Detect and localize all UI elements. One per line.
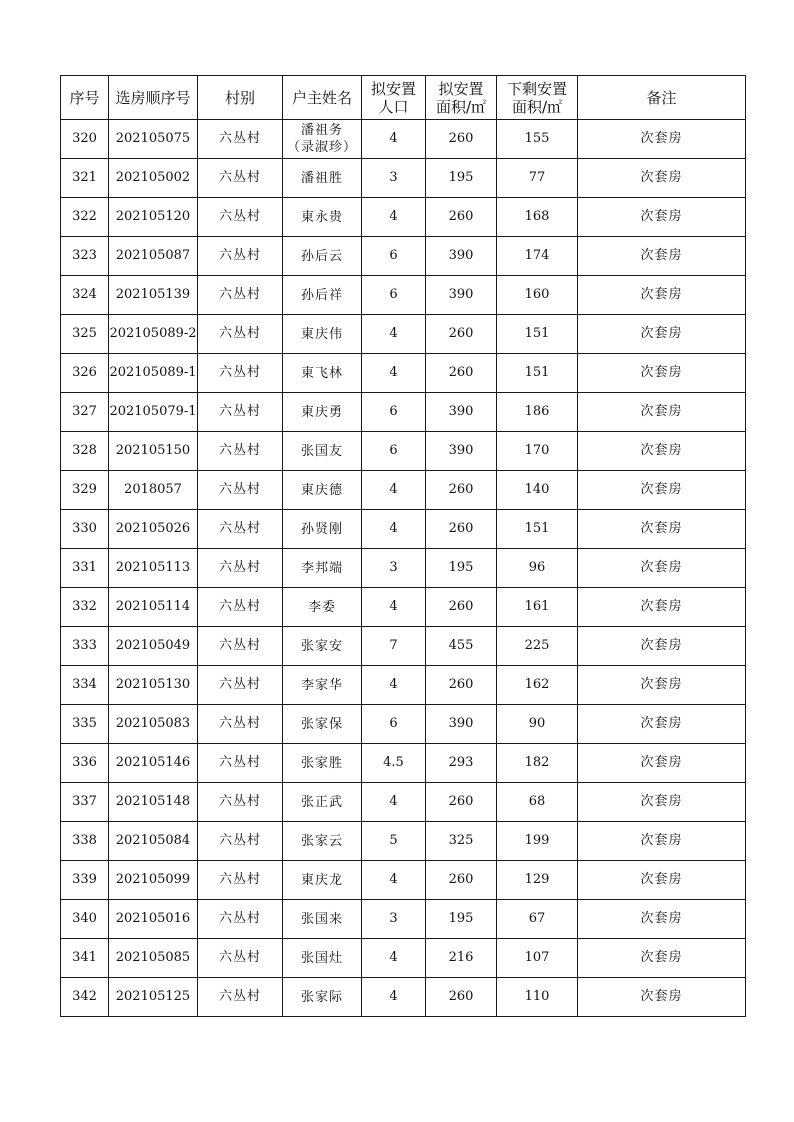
cell-note: 次套房: [578, 978, 746, 1017]
table-row: [61, 276, 746, 315]
cell-order: 202105079-1: [109, 393, 198, 432]
table-row: [61, 588, 746, 627]
cell-people: 4: [362, 510, 426, 549]
cell-people: 4: [362, 120, 426, 159]
table-row: [61, 315, 746, 354]
cell-people: 4.5: [362, 744, 426, 783]
cell-area: 195: [426, 549, 497, 588]
cell-people: 4: [362, 978, 426, 1017]
cell-note: 次套房: [578, 120, 746, 159]
cell-area: 293: [426, 744, 497, 783]
table-row: [61, 159, 746, 198]
cell-seq: 334: [61, 666, 109, 705]
table-row: [61, 198, 746, 237]
column-header-remain: 下剩安置 面积/㎡: [497, 76, 578, 120]
table-row: [61, 237, 746, 276]
cell-seq: 328: [61, 432, 109, 471]
table-row: [61, 978, 746, 1017]
cell-note: 次套房: [578, 588, 746, 627]
cell-seq: 337: [61, 783, 109, 822]
cell-order: 202105099: [109, 861, 198, 900]
cell-note: 次套房: [578, 627, 746, 666]
cell-village: 六丛村: [198, 744, 283, 783]
cell-order: 202105148: [109, 783, 198, 822]
cell-note: 次套房: [578, 432, 746, 471]
table-row: [61, 900, 746, 939]
cell-order: 202105026: [109, 510, 198, 549]
cell-note: 次套房: [578, 354, 746, 393]
cell-seq: 338: [61, 822, 109, 861]
cell-note: 次套房: [578, 705, 746, 744]
cell-seq: 327: [61, 393, 109, 432]
cell-village: 六丛村: [198, 705, 283, 744]
table-row: [61, 432, 746, 471]
cell-order: 202105087: [109, 237, 198, 276]
cell-seq: 335: [61, 705, 109, 744]
table-row: [61, 705, 746, 744]
cell-note: 次套房: [578, 900, 746, 939]
cell-area: 260: [426, 666, 497, 705]
cell-remain: 110: [497, 978, 578, 1017]
header-row: [61, 76, 746, 120]
cell-owner: 東飞林: [283, 354, 362, 393]
cell-order: 202105049: [109, 627, 198, 666]
column-header-people: 拟安置 人口: [362, 76, 426, 120]
cell-remain: 67: [497, 900, 578, 939]
cell-note: 次套房: [578, 666, 746, 705]
cell-seq: 341: [61, 939, 109, 978]
cell-remain: 160: [497, 276, 578, 315]
cell-area: 260: [426, 120, 497, 159]
cell-area: 390: [426, 393, 497, 432]
cell-order: 202105089-2: [109, 315, 198, 354]
cell-seq: 333: [61, 627, 109, 666]
table-row: [61, 783, 746, 822]
cell-note: 次套房: [578, 744, 746, 783]
cell-area: 260: [426, 471, 497, 510]
cell-owner: 孙后祥: [283, 276, 362, 315]
cell-note: 次套房: [578, 237, 746, 276]
cell-remain: 90: [497, 705, 578, 744]
cell-remain: 129: [497, 861, 578, 900]
cell-owner: 李家华: [283, 666, 362, 705]
cell-area: 390: [426, 237, 497, 276]
cell-people: 6: [362, 705, 426, 744]
cell-seq: 324: [61, 276, 109, 315]
cell-owner: 张家云: [283, 822, 362, 861]
cell-people: 4: [362, 471, 426, 510]
cell-order: 202105075: [109, 120, 198, 159]
cell-note: 次套房: [578, 276, 746, 315]
cell-remain: 155: [497, 120, 578, 159]
cell-people: 4: [362, 783, 426, 822]
cell-order: 202105120: [109, 198, 198, 237]
cell-owner: 李邦端: [283, 549, 362, 588]
cell-area: 260: [426, 978, 497, 1017]
cell-owner: 张家胜: [283, 744, 362, 783]
cell-note: 次套房: [578, 939, 746, 978]
cell-order: 202105083: [109, 705, 198, 744]
cell-remain: 225: [497, 627, 578, 666]
cell-note: 次套房: [578, 861, 746, 900]
cell-remain: 168: [497, 198, 578, 237]
cell-seq: 340: [61, 900, 109, 939]
cell-remain: 151: [497, 315, 578, 354]
cell-seq: 320: [61, 120, 109, 159]
cell-note: 次套房: [578, 198, 746, 237]
cell-area: 260: [426, 315, 497, 354]
cell-people: 7: [362, 627, 426, 666]
cell-seq: 331: [61, 549, 109, 588]
cell-order: 202105130: [109, 666, 198, 705]
cell-area: 390: [426, 432, 497, 471]
cell-village: 六丛村: [198, 939, 283, 978]
cell-village: 六丛村: [198, 315, 283, 354]
cell-village: 六丛村: [198, 354, 283, 393]
cell-order: 202105085: [109, 939, 198, 978]
cell-village: 六丛村: [198, 159, 283, 198]
cell-village: 六丛村: [198, 393, 283, 432]
cell-remain: 107: [497, 939, 578, 978]
cell-remain: 182: [497, 744, 578, 783]
cell-note: 次套房: [578, 822, 746, 861]
cell-area: 390: [426, 276, 497, 315]
cell-remain: 151: [497, 354, 578, 393]
cell-remain: 162: [497, 666, 578, 705]
cell-remain: 170: [497, 432, 578, 471]
cell-people: 4: [362, 588, 426, 627]
cell-owner: 東庆勇: [283, 393, 362, 432]
cell-seq: 326: [61, 354, 109, 393]
cell-village: 六丛村: [198, 432, 283, 471]
cell-owner: 潘祖务 （录淑珍）: [283, 120, 362, 159]
cell-note: 次套房: [578, 549, 746, 588]
table-row: [61, 666, 746, 705]
cell-order: 202105002: [109, 159, 198, 198]
cell-owner: 孙贤刚: [283, 510, 362, 549]
cell-people: 4: [362, 666, 426, 705]
cell-owner: 李委: [283, 588, 362, 627]
cell-village: 六丛村: [198, 978, 283, 1017]
cell-note: 次套房: [578, 159, 746, 198]
table-body: [61, 120, 746, 1017]
cell-area: 260: [426, 588, 497, 627]
cell-remain: 68: [497, 783, 578, 822]
column-header-area: 拟安置 面积/㎡: [426, 76, 497, 120]
cell-people: 6: [362, 237, 426, 276]
resettlement-table: [60, 75, 746, 1017]
cell-village: 六丛村: [198, 237, 283, 276]
table-row: [61, 354, 746, 393]
cell-area: 325: [426, 822, 497, 861]
cell-area: 260: [426, 861, 497, 900]
cell-seq: 330: [61, 510, 109, 549]
cell-village: 六丛村: [198, 549, 283, 588]
column-header-village: 村别: [198, 76, 283, 120]
cell-order: 202105150: [109, 432, 198, 471]
cell-area: 216: [426, 939, 497, 978]
cell-owner: 東庆伟: [283, 315, 362, 354]
cell-remain: 186: [497, 393, 578, 432]
table-row: [61, 822, 746, 861]
cell-note: 次套房: [578, 393, 746, 432]
cell-remain: 151: [497, 510, 578, 549]
cell-order: 202105139: [109, 276, 198, 315]
cell-order: 202105125: [109, 978, 198, 1017]
table-row: [61, 627, 746, 666]
cell-people: 4: [362, 939, 426, 978]
cell-area: 390: [426, 705, 497, 744]
cell-seq: 322: [61, 198, 109, 237]
cell-seq: 336: [61, 744, 109, 783]
cell-order: 202105089-1: [109, 354, 198, 393]
cell-people: 6: [362, 432, 426, 471]
cell-owner: 张国友: [283, 432, 362, 471]
cell-note: 次套房: [578, 471, 746, 510]
cell-seq: 339: [61, 861, 109, 900]
cell-village: 六丛村: [198, 510, 283, 549]
cell-village: 六丛村: [198, 666, 283, 705]
cell-people: 3: [362, 549, 426, 588]
cell-order: 202105114: [109, 588, 198, 627]
cell-owner: 東永贵: [283, 198, 362, 237]
cell-owner: 孙后云: [283, 237, 362, 276]
cell-village: 六丛村: [198, 861, 283, 900]
cell-people: 4: [362, 861, 426, 900]
cell-area: 455: [426, 627, 497, 666]
table-row: [61, 744, 746, 783]
cell-people: 4: [362, 354, 426, 393]
cell-seq: 342: [61, 978, 109, 1017]
column-header-order: 选房顺序号: [109, 76, 198, 120]
cell-seq: 332: [61, 588, 109, 627]
cell-owner: 张国来: [283, 900, 362, 939]
cell-area: 260: [426, 198, 497, 237]
cell-owner: 東庆龙: [283, 861, 362, 900]
column-header-owner: 户主姓名: [283, 76, 362, 120]
cell-people: 6: [362, 276, 426, 315]
cell-people: 3: [362, 159, 426, 198]
table-row: [61, 393, 746, 432]
cell-seq: 329: [61, 471, 109, 510]
cell-owner: 张家际: [283, 978, 362, 1017]
cell-order: 202105084: [109, 822, 198, 861]
cell-area: 260: [426, 510, 497, 549]
cell-owner: 张国灶: [283, 939, 362, 978]
cell-people: 4: [362, 315, 426, 354]
cell-village: 六丛村: [198, 822, 283, 861]
cell-remain: 77: [497, 159, 578, 198]
cell-seq: 325: [61, 315, 109, 354]
cell-village: 六丛村: [198, 627, 283, 666]
table-row: [61, 510, 746, 549]
cell-area: 195: [426, 900, 497, 939]
cell-seq: 321: [61, 159, 109, 198]
cell-owner: 東庆德: [283, 471, 362, 510]
cell-owner: 张家安: [283, 627, 362, 666]
cell-area: 260: [426, 783, 497, 822]
table-row: [61, 861, 746, 900]
cell-order: 202105146: [109, 744, 198, 783]
cell-remain: 96: [497, 549, 578, 588]
cell-note: 次套房: [578, 315, 746, 354]
column-header-note: 备注: [578, 76, 746, 120]
cell-note: 次套房: [578, 510, 746, 549]
cell-remain: 161: [497, 588, 578, 627]
cell-seq: 323: [61, 237, 109, 276]
cell-note: 次套房: [578, 783, 746, 822]
cell-people: 4: [362, 198, 426, 237]
cell-area: 260: [426, 354, 497, 393]
cell-village: 六丛村: [198, 120, 283, 159]
cell-people: 6: [362, 393, 426, 432]
cell-village: 六丛村: [198, 276, 283, 315]
cell-village: 六丛村: [198, 198, 283, 237]
cell-village: 六丛村: [198, 783, 283, 822]
cell-owner: 潘祖胜: [283, 159, 362, 198]
cell-village: 六丛村: [198, 588, 283, 627]
cell-owner: 张家保: [283, 705, 362, 744]
cell-remain: 174: [497, 237, 578, 276]
cell-remain: 140: [497, 471, 578, 510]
table-row: [61, 549, 746, 588]
cell-people: 3: [362, 900, 426, 939]
cell-order: 2018057: [109, 471, 198, 510]
cell-people: 5: [362, 822, 426, 861]
cell-owner: 张正武: [283, 783, 362, 822]
cell-village: 六丛村: [198, 471, 283, 510]
cell-remain: 199: [497, 822, 578, 861]
cell-order: 202105016: [109, 900, 198, 939]
table-row: [61, 471, 746, 510]
cell-village: 六丛村: [198, 900, 283, 939]
table-row: [61, 120, 746, 159]
cell-order: 202105113: [109, 549, 198, 588]
cell-area: 195: [426, 159, 497, 198]
column-header-seq: 序号: [61, 76, 109, 120]
table-row: [61, 939, 746, 978]
